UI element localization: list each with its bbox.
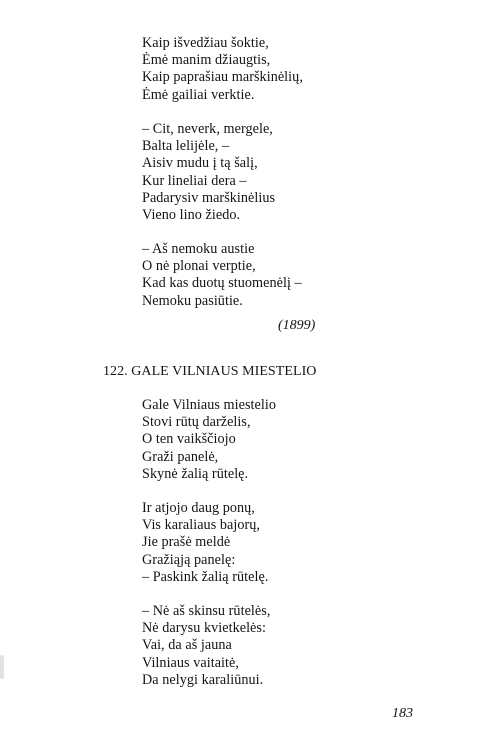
verse-line: Gale Vilniaus miestelio	[142, 397, 277, 413]
stanza	[142, 397, 276, 483]
verse-line: Kaip išvedžiau šoktie,	[142, 35, 269, 51]
verse-line: – Paskink žalią rūtelę.	[142, 568, 269, 585]
stanza	[142, 241, 302, 310]
stanza	[142, 121, 275, 224]
stanza	[142, 500, 268, 586]
verse-line: – Nė aš skinsu rūtelės,	[142, 603, 271, 619]
poem-heading: 122. GALE VILNIAUS MIESTELIO	[103, 364, 317, 379]
verse-line: Ėmė gailiai verktie.	[142, 86, 255, 103]
verse-line: Skynė žalią rūtelę.	[142, 465, 249, 482]
stanza	[142, 603, 270, 689]
verse-line: – Aš nemoku austie	[142, 241, 255, 257]
verse-line: Da nelygi karaliūnui.	[142, 671, 264, 688]
verse-line: Graži panelė,	[142, 448, 219, 465]
verse-line: Kaip paprašiau marškinėlių,	[142, 69, 303, 86]
verse-line: Ir atjojo daug ponų,	[142, 500, 255, 516]
verse-line: O nė plonai verptie,	[142, 258, 256, 275]
verse-line: – Cit, neverk, mergele,	[142, 121, 273, 137]
verse-line: Vis karaliaus bajorų,	[142, 517, 260, 534]
verse-line: Balta lelijėle, –	[142, 138, 230, 155]
scan-edge-mark	[0, 655, 4, 679]
verse-line: Jie prašė meldė	[142, 534, 231, 551]
verse-line: Padarysiv marškinėlius	[142, 189, 276, 206]
page-number: 183	[392, 706, 413, 721]
verse-line: Vieno lino žiedo.	[142, 207, 241, 224]
verse-line: O ten vaikščiojo	[142, 431, 236, 448]
verse-line: Ėmė manim džiaugtis,	[142, 52, 271, 69]
verse-line: Vilniaus vaitaitė,	[142, 654, 239, 671]
poem-date: (1899)	[278, 318, 316, 333]
verse-line: Vai, da aš jauna	[142, 637, 232, 654]
stanza	[142, 35, 303, 104]
verse-line: Nemoku pasiūtie.	[142, 292, 243, 309]
verse-line: Aisiv mudu į tą šalį,	[142, 155, 258, 172]
verse-line: Kad kas duotų stuomenėlį –	[142, 275, 302, 292]
verse-line: Nė darysu kvietkelės:	[142, 620, 266, 637]
verse-line: Stovi rūtų darželis,	[142, 414, 251, 431]
verse-line: Gražiąją panelę:	[142, 551, 236, 568]
verse-line: Kur lineliai dera –	[142, 172, 247, 189]
